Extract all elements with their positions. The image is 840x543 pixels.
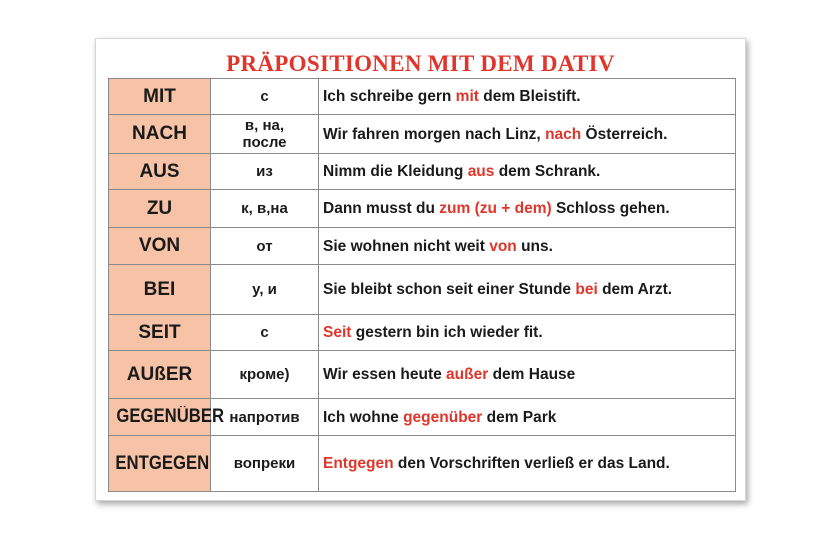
preposition-label: AUßER [126, 363, 193, 385]
preposition-cell [109, 115, 211, 154]
poster-title: PRÄPOSITIONEN MIT DEM DATIV [226, 51, 615, 76]
table-row [109, 79, 736, 115]
preposition-label: SEIT [138, 321, 181, 343]
highlighted-preposition: von [489, 237, 517, 255]
translation-cell: вопреки [211, 436, 319, 492]
highlighted-preposition: bei [575, 281, 598, 298]
translation-cell: с [211, 79, 319, 115]
table-row [109, 228, 736, 265]
preposition-cell [109, 190, 211, 228]
preposition-cell [109, 351, 211, 399]
preposition-label: VON [138, 235, 181, 256]
highlighted-preposition: Seit [323, 324, 352, 341]
table-row [109, 399, 736, 436]
preposition-label: BEI [143, 278, 176, 300]
table-row [109, 154, 736, 190]
sentence-text: Wir fahren morgen nach Linz, [323, 125, 546, 143]
sentence-text: gestern bin ich wieder fit. [351, 324, 543, 341]
example-sentence-cell [319, 190, 736, 228]
example-sentence-cell [319, 351, 736, 399]
sentence-text: Ich schreibe gern [323, 88, 456, 105]
preposition-label: MIT [143, 85, 176, 107]
translation-cell: к, в,на [211, 190, 319, 228]
sentence-text: Nimm die Kleidung [323, 163, 468, 180]
sentence-text: uns. [516, 237, 553, 255]
preposition-label: ZU [146, 197, 173, 219]
translation-cell: с [211, 315, 319, 351]
table-row [109, 265, 736, 315]
table-row [109, 190, 736, 228]
preposition-cell [109, 436, 211, 492]
sentence-text: Österreich. [581, 125, 668, 143]
translation-cell: напротив [211, 399, 319, 436]
table-row [109, 315, 736, 351]
sentence-text: dem Hause [488, 366, 576, 383]
sentence-text: dem Park [482, 408, 557, 426]
highlighted-preposition: mit [455, 88, 479, 105]
preposition-cell [109, 399, 225, 436]
table-row [109, 436, 736, 492]
translation-cell: из [211, 154, 319, 190]
sentence-text: Sie wohnen nicht weit [323, 237, 490, 255]
preposition-label: AUS [139, 160, 180, 182]
preposition-cell [109, 265, 211, 315]
highlighted-preposition: gegenüber [403, 408, 483, 426]
translation-cell: кроме) [211, 351, 319, 399]
example-sentence-cell [319, 115, 736, 154]
preposition-cell [109, 315, 211, 351]
preposition-cell [109, 154, 211, 190]
sentence-text: Sie bleibt schon seit einer Stunde [323, 281, 576, 298]
preposition-cell [109, 79, 211, 115]
highlighted-preposition: Entgegen [323, 455, 394, 472]
highlighted-preposition: aus [467, 163, 495, 180]
preposition-label: ENTGEGEN [115, 452, 210, 474]
preposition-table [108, 78, 736, 492]
preposition-label: NACH [132, 123, 187, 144]
highlighted-preposition: außer [446, 366, 489, 383]
sentence-text: Dann musst du [323, 200, 440, 217]
sentence-text: dem Schrank. [494, 163, 601, 180]
preposition-label: GEGENÜBER [116, 406, 225, 427]
translation-cell: в, на, после [211, 115, 319, 154]
example-sentence-cell [319, 315, 736, 351]
example-sentence-cell [319, 399, 736, 436]
sentence-text: Wir essen heute [323, 366, 447, 383]
table-row [109, 351, 736, 399]
table-row [109, 115, 736, 154]
sentence-text: den Vorschriften verließ er das Land. [393, 455, 670, 472]
sentence-text: Ich wohne [323, 408, 404, 426]
example-sentence-cell [319, 228, 736, 265]
example-sentence-cell [319, 436, 736, 492]
example-sentence-cell [319, 265, 736, 315]
sentence-text: Schloss gehen. [551, 200, 670, 217]
preposition-cell [109, 228, 211, 265]
highlighted-preposition: nach [545, 125, 582, 143]
preposition-poster [95, 38, 746, 501]
sentence-text: dem Arzt. [597, 281, 673, 298]
sentence-text: dem Bleistift. [478, 88, 581, 105]
example-sentence-cell [319, 154, 736, 190]
translation-cell: от [211, 228, 319, 265]
example-sentence-cell [319, 79, 736, 115]
highlighted-preposition: zum (zu + dem) [439, 200, 552, 217]
translation-cell: у, и [211, 265, 319, 315]
